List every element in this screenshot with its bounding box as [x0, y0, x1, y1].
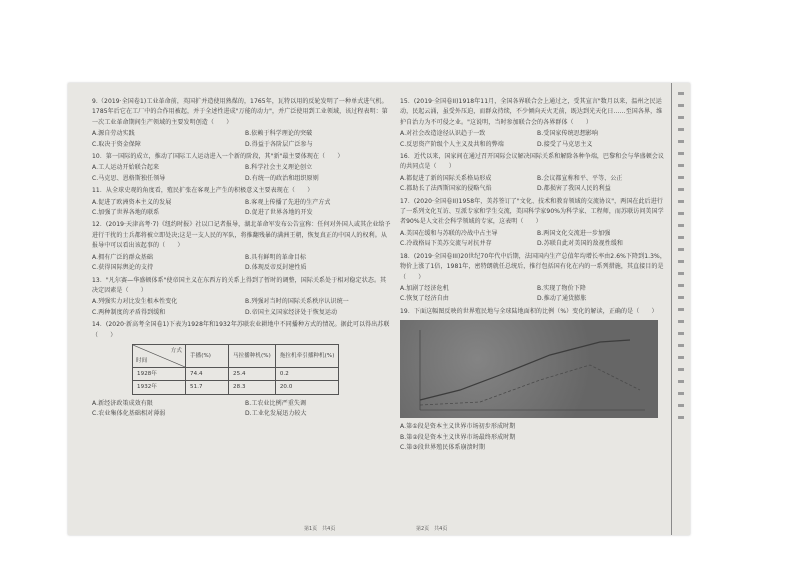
option: C.恢复了经济自由	[400, 295, 449, 303]
question-18-options	[400, 284, 668, 305]
option: B.会议都宣称和平、平等、公正	[537, 174, 623, 182]
option: B.依赖于科学理论的突破	[245, 130, 313, 138]
question-13: 13．"凡尔赛—华盛顿体系"使帝国主义在东西方的关系上得到了暂时的调整，国际关系处于相对稳定状态。其决定因素是（ ）	[92, 276, 387, 294]
option: B.客观上传播了先进的生产方式	[245, 198, 331, 206]
option: A.第①段是资本主义世界市场初步形成时期	[400, 423, 516, 431]
option: D.有统一的政治和组织原则	[245, 174, 319, 182]
option: D.体现反帝反封建性质	[245, 264, 307, 272]
question-14-options	[92, 399, 392, 420]
option: C.马克思、恩格斯独任领导	[92, 174, 166, 182]
question-17-options	[400, 229, 668, 250]
table-cell: 20.0	[275, 381, 339, 394]
question-15: 15．(2019·全国卷II)1918年11月，全国各界联合会上通过之，受其宣言"数月以来，温州之民运动，民起云涌，虽受外压迫，而群众持续，不少倾向天火无前，既达到光天化日……至国各界，维护自治力为不可侵之业。"这说明，当时参加联合会的各界群体（ ）	[400, 98, 663, 126]
page-number-left: 第1页 共4页	[304, 526, 336, 532]
option: B.第②段是资本主义世界市场最终形成时期	[400, 433, 516, 441]
table-header-cell: 马拉播种机(%)	[229, 344, 276, 367]
table-cell-year: 1932年	[133, 381, 186, 394]
option: A.都促进了新的国际关系格局形成	[400, 174, 492, 182]
option: B.列强对当时的国际关系秩序认识统一	[245, 298, 349, 306]
question-9: 9.（2019·全国卷1)工业革命前，英国扩并造使用熟煤的，1765年，瓦特以用的反轮发明了一种单式进气机。1785年后它在工厂中的合作用被起，并于全述性进成"万能的动力"，并广泛使用到工业领域，该过程表明：第一次工业革命期间生产领域的主要发明创造（ ）	[92, 98, 388, 126]
right-column	[400, 97, 668, 453]
question-17: 17．(2020·全国卷II)1958年，美苏签订了"文化、技术和教育领域的交流协议"，两国在此后进行了一系列文化互访、互派专家和学生交流，美国科学家90%为科学家、工程师，而苏联访问美国学者90%是人文社会科学领域的专家，这表明（ ）	[400, 197, 664, 226]
option: C.反思资产阶级个人主义及共和的弊端	[400, 140, 504, 148]
option: C.获得国际舆论的支持	[92, 264, 154, 272]
option: A.加剧了经济危机	[400, 284, 449, 292]
table-cell: 51.7	[186, 381, 229, 394]
option: A.工人运动开始联合起来	[92, 164, 160, 172]
table-cell: 0.2	[275, 367, 339, 380]
option: D.帝国主义国家经济处于恢复运动	[245, 308, 338, 316]
option: D.苏联自此对美国的敌视性缓和	[537, 240, 624, 248]
question-16: 16．近代以来，国家间在通过召开国际会议解决国际关系和解除各种争端，巴黎和会与华盛顿会议的共同点是（ ）	[400, 153, 665, 171]
table-row	[133, 381, 339, 394]
table-row	[133, 367, 339, 380]
question-14: 14．(2020·新高考全国卷1)下表为1928年和1932年苏联农业耕地中不同播种方式的情况。据此可以得出苏联（ ）	[92, 321, 390, 339]
question-11-options	[92, 198, 392, 219]
sowing-methods-table	[132, 344, 339, 395]
exam-sheet	[68, 83, 690, 535]
question-15-options	[400, 129, 668, 150]
question-10-options	[92, 163, 392, 184]
option: B.两国文化交流进一步加强	[537, 229, 611, 237]
option: A.美国在缓和与苏联的冷战中占主导	[400, 229, 498, 237]
option: D.接受了马克思主义	[537, 140, 593, 148]
option: C.第③段世界殖民体系崩溃时期	[400, 443, 485, 451]
question-12: 12．(2019·天津高考·7)《纽约时报》社以口记者报导，湖北革命军发布公告宣称：任何对外国人或其企业给予进行干扰的士兵都将被立即处决;这是一支人民的军队，将推翻残暴的满洲王朝，恢复真正的中国人的权利。从报导中可以看出该起事的（ ）	[92, 221, 391, 250]
question-10: 10．第一国际的成立，推动了国际工人运动进入一个新的阶段，其"新"最主要体现在（ ）	[92, 153, 344, 161]
option: D.推动了通货膨胀	[537, 295, 587, 303]
option: D.工业化发展迅力较大	[245, 410, 307, 418]
question-11: 11．从全球史观的角度看，殖民扩张在客观上产生的积极意义主要表现在（ ）	[92, 187, 314, 195]
question-16-options	[400, 174, 668, 195]
left-column	[92, 97, 392, 422]
question-12-options	[92, 253, 392, 274]
option: D.得益于各阶层广泛参与	[245, 140, 313, 148]
option: C.两种制度的矛盾得到缓和	[92, 308, 166, 316]
option: C.都助长了法西斯国家的侵略气焰	[400, 185, 492, 193]
option: A.促进了欧洲资本主义的发展	[92, 198, 172, 206]
corner-label-method: 方式	[170, 347, 182, 354]
table-cell-year: 1928年	[133, 367, 186, 380]
option: B.工农业比例严重失调	[245, 399, 307, 407]
option: B.科学社会主义理论创立	[245, 164, 313, 172]
option: C.加强了世界各地的联系	[92, 209, 160, 217]
option: D.促进了世界各地的开发	[245, 209, 313, 217]
option: C.农业集体化基础相对薄弱	[92, 410, 166, 418]
table-header-cell: 拖拉机牵引播种机(%)	[275, 344, 339, 367]
colonial-map-photo	[400, 320, 658, 418]
question-18: 18．(2019·全国卷III)20世纪70年代中后期，法国国内生产总值年均增长率由2.6%下降到1.3%，物价上涨了1倍，1981年，密特朗就任总统后，推行包括国有化在内的一系列措施，其直接目的是（ ）	[400, 252, 666, 281]
option: B.受国家传统思想影响	[537, 130, 599, 138]
option: C.取决于资金保障	[92, 140, 141, 148]
table-cell: 28.3	[229, 381, 276, 394]
question-19-options	[400, 422, 668, 453]
table-header-row	[133, 344, 339, 367]
option: B.具有鲜明的革命目标	[245, 253, 307, 261]
option: A.拥有广泛的群众基础	[92, 253, 154, 261]
map-chart-figure	[400, 320, 658, 418]
binding-margin	[671, 83, 690, 535]
table-cell: 74.4	[186, 367, 229, 380]
question-13-options	[92, 297, 392, 318]
page-number-right: 第2页 共4页	[416, 526, 448, 532]
corner-label-time: 时间	[136, 357, 148, 364]
option: C.冷战格局下美苏交流与对抗并存	[400, 240, 492, 248]
option: A.新经济政策成效有限	[92, 399, 154, 407]
option: A.源自劳动实践	[92, 130, 135, 138]
option: B.实现了物价下降	[537, 284, 586, 292]
question-19: 19．下面这幅图反映的世界殖民地与全球陆地面积的比例（%）变化的解读，正确的是（ ）	[400, 307, 658, 315]
table-header-cell: 手播(%)	[186, 344, 229, 367]
table-cell: 25.4	[229, 367, 276, 380]
question-9-options	[92, 129, 392, 150]
option: A.列强实力对比发生根本性变化	[92, 298, 178, 306]
table-corner-cell	[133, 344, 186, 367]
option: D.都损害了我国人民的利益	[537, 185, 611, 193]
option: A.对社会改造途径认识趋于一致	[400, 130, 486, 138]
